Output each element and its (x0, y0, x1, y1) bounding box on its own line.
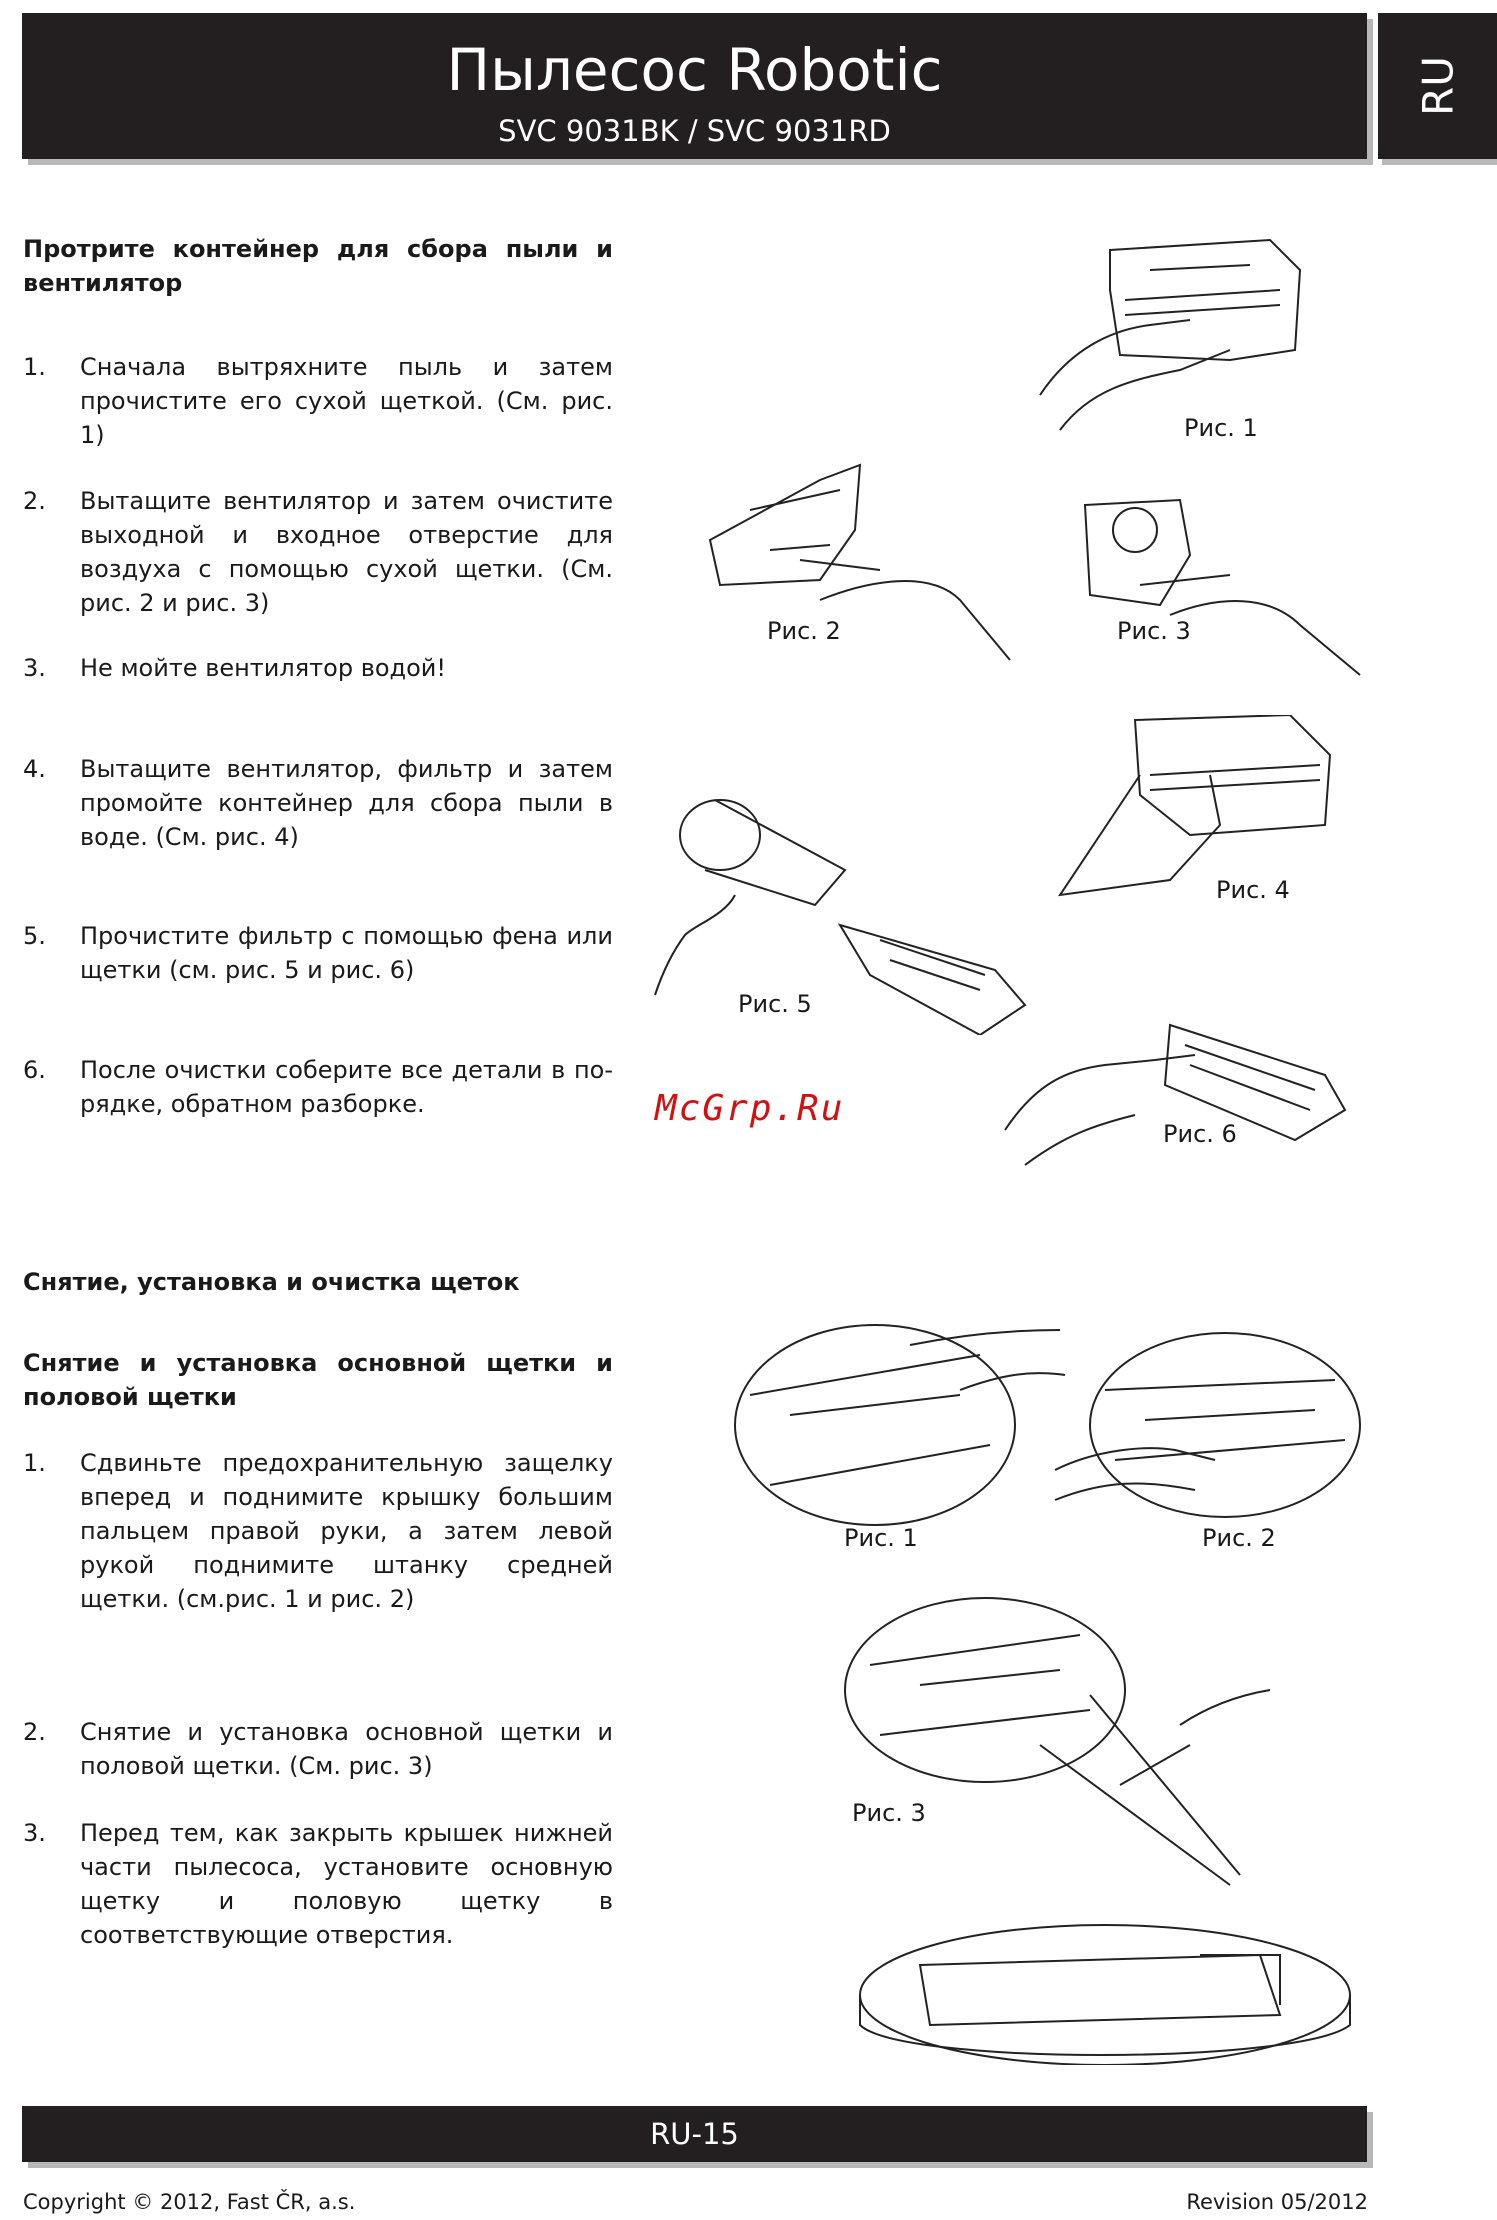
list-item (23, 752, 613, 854)
section2-heading: Снятие, установка и очистка щеток (23, 1268, 520, 1296)
revision: Revision 05/2012 (1186, 2190, 1368, 2214)
list-number: 1. (23, 353, 46, 381)
list-number: 6. (23, 1056, 46, 1084)
figure-fan-inlet-brush (1080, 495, 1365, 680)
language-label: RU (1413, 56, 1462, 116)
watermark: McGrp.Ru (655, 1088, 845, 1129)
list-number: 3. (23, 654, 46, 682)
list-text: Вытащите вентилятор и затем очистите выходной и входное отверстие для воздуха с помощью сухой щетки. (См. рис. 2 и рис. 3) (80, 487, 613, 617)
list-item (23, 484, 613, 620)
list-text: Прочистите фильтр с помощью фена или щетки (см. рис. 5 и рис. 6) (80, 922, 613, 984)
figure-caption: Рис. 2 (767, 617, 841, 645)
figure-caption: Рис. 4 (1216, 876, 1290, 904)
copyright: Copyright © 2012, Fast ČR, a.s. (23, 2190, 356, 2214)
figure-hairdryer-filter (645, 795, 1030, 1035)
section1-heading: Протрите контейнер для сбора пыли и вентилятор (23, 235, 613, 297)
list-number: 4. (23, 755, 46, 783)
list-number: 2. (23, 487, 46, 515)
list-item (23, 350, 613, 452)
list-number: 5. (23, 922, 46, 950)
figure-caption: Рис. 3 (852, 1799, 926, 1827)
list-item (23, 919, 613, 987)
list-number: 3. (23, 1819, 46, 1847)
list-item (23, 1053, 613, 1121)
list-number: 2. (23, 1718, 46, 1746)
figure-caption: Рис. 5 (738, 990, 812, 1018)
figure-caption: Рис. 6 (1163, 1120, 1237, 1148)
language-tab (1378, 13, 1497, 159)
list-text: Снятие и установка основной щетки и половой щетки. (См. рис. 3) (80, 1718, 613, 1780)
list-text: После очистки соберите все детали в порядке, обратном разборке. (80, 1056, 613, 1118)
figure-container-washing (1050, 715, 1340, 910)
header-bar (22, 13, 1367, 159)
list-item (23, 1446, 613, 1616)
list-text: Вытащите вентилятор, фильтр и затем промойте контейнер для сбора пыли в воде. (См. рис. 4) (80, 755, 613, 851)
list-text: Не мойте вентилятор водой! (80, 654, 447, 682)
page-title: Пылесос Robotic (446, 36, 943, 104)
list-text: Сдвиньте предохранительную защелку вперед и поднимите крышку большим пальцем правой руки, а затем левой рукой поднимите штанку средней щетки. (см.рис. 1 и рис. 2) (80, 1449, 613, 1613)
list-number: 1. (23, 1449, 46, 1477)
list-text: Сначала вытряхните пыль и затем прочистите его сухой щеткой. (См. рис. 1) (80, 353, 613, 449)
list-item (23, 651, 613, 685)
footer-bar (22, 2106, 1367, 2162)
section2-subheading: Снятие и установка основной щетки и половой щетки (23, 1349, 613, 1411)
figure-dust-container-brush (1030, 230, 1320, 440)
figure-brush-removal (1045, 1330, 1365, 1520)
list-text: Перед тем, как закрыть крышек нижней части пылесоса, установите основную щетку и половую щетку в соответствующие отверстия. (80, 1819, 613, 1949)
model-number: SVC 9031BK / SVC 9031RD (498, 114, 891, 148)
figure-caption: Рис. 3 (1117, 617, 1191, 645)
figure-fan-outlet-brush (690, 450, 1020, 675)
figure-caption: Рис. 2 (1202, 1524, 1276, 1552)
figure-caption: Рис. 1 (844, 1524, 918, 1552)
list-item (23, 1816, 613, 1952)
figure-brush-install (840, 1595, 1355, 2065)
figure-caption: Рис. 1 (1184, 414, 1258, 442)
list-item (23, 1715, 613, 1783)
page-number: RU-15 (650, 2117, 739, 2151)
figure-brush-latch (730, 1315, 1070, 1535)
